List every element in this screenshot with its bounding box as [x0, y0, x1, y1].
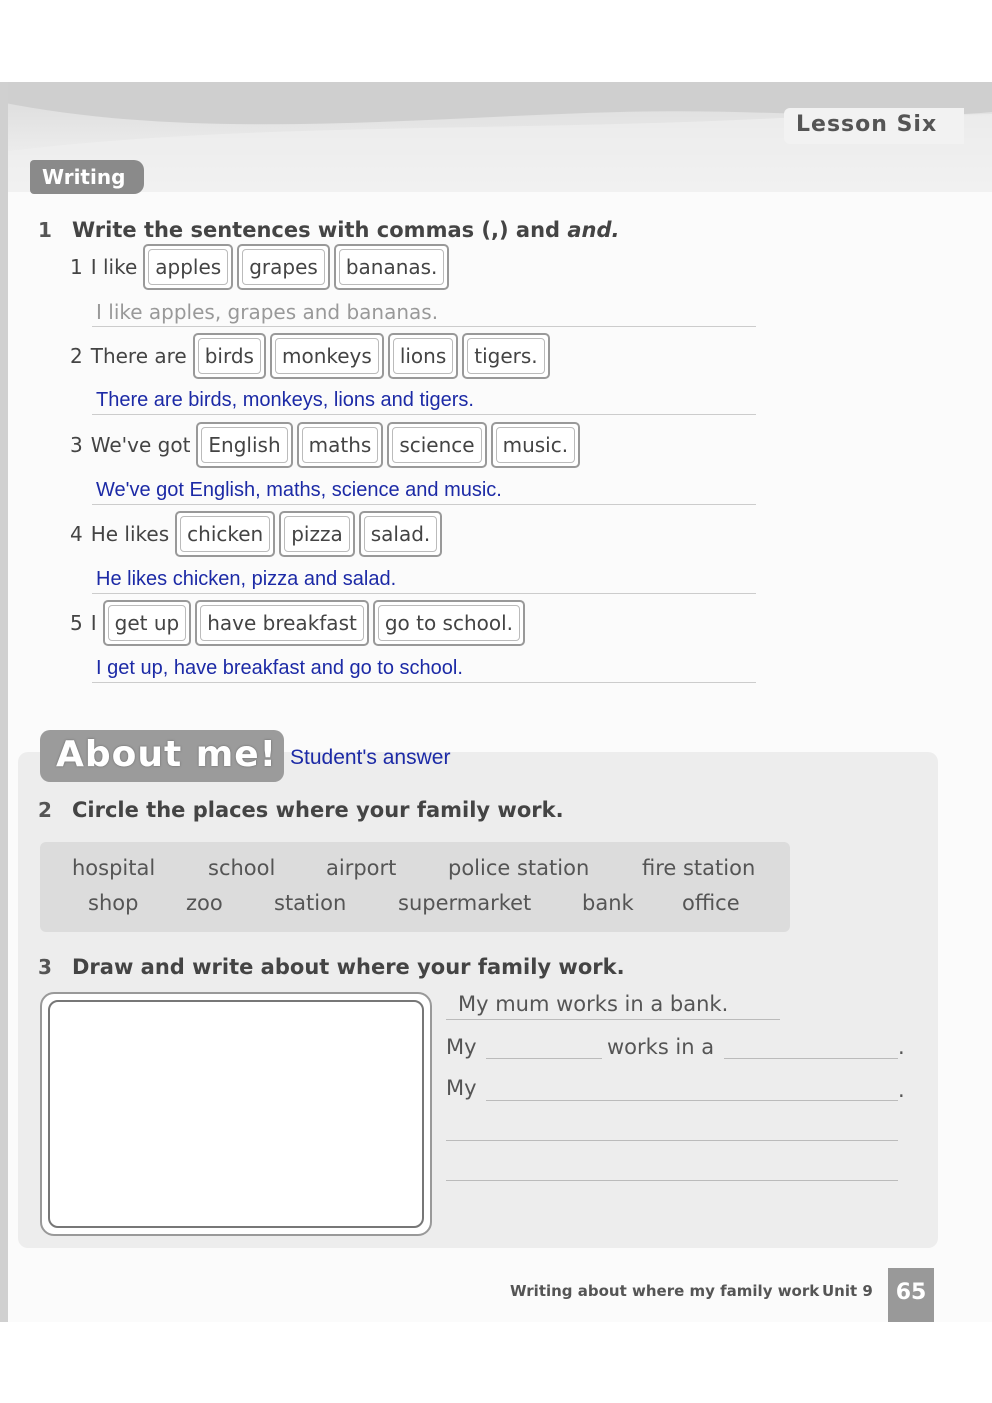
word-box-text: bananas.	[339, 249, 445, 285]
word-box	[270, 333, 384, 379]
answer-line[interactable]: I get up, have breakfast and go to school.	[92, 654, 756, 683]
word-box	[359, 511, 443, 557]
word-box	[195, 600, 369, 646]
item-lead: There are	[90, 344, 187, 368]
line1-start: My	[446, 1035, 477, 1059]
place-word[interactable]: police station	[448, 856, 590, 880]
place-word[interactable]: bank	[582, 891, 634, 915]
word-box-text: music.	[496, 427, 576, 463]
item-number: 3	[70, 433, 83, 457]
example-answer[interactable]: I like apples, grapes and bananas.	[92, 298, 756, 327]
word-box-text: pizza	[284, 516, 350, 552]
exercise1-item-5	[70, 600, 529, 646]
word-box-text: birds	[198, 338, 261, 374]
word-box-text: grapes	[242, 249, 325, 285]
word-box	[373, 600, 525, 646]
word-box-text: science	[392, 427, 481, 463]
place-word[interactable]: zoo	[186, 891, 223, 915]
line1-blank-who[interactable]	[486, 1058, 602, 1059]
item-lead: I	[90, 611, 97, 635]
place-word[interactable]: fire station	[642, 856, 756, 880]
word-box-text: salad.	[364, 516, 438, 552]
exercise2-number: 2	[38, 798, 52, 822]
exercise2-title: Circle the places where your family work.	[72, 798, 564, 822]
exercise3-number: 3	[38, 955, 52, 979]
word-box	[103, 600, 192, 646]
place-word[interactable]: hospital	[72, 856, 156, 880]
line1-period: .	[898, 1035, 905, 1059]
exercise1-item-2	[70, 333, 554, 379]
section-tag-writing: Writing	[30, 160, 144, 194]
word-box-text: English	[201, 427, 287, 463]
word-box-text: apples	[148, 249, 228, 285]
footer-topic: Writing about where my family work	[510, 1282, 820, 1300]
place-word[interactable]: supermarket	[398, 891, 532, 915]
word-box-text: maths	[302, 427, 379, 463]
item-number: 4	[70, 522, 83, 546]
word-box	[334, 244, 450, 290]
answer-line[interactable]: He likes chicken, pizza and salad.	[92, 565, 756, 594]
line2-start: My	[446, 1076, 477, 1100]
word-box	[387, 422, 486, 468]
example-line	[446, 1019, 780, 1020]
answer-line[interactable]: We've got English, maths, science and music.	[92, 476, 756, 505]
word-box-text: chicken	[180, 516, 270, 552]
exercise1-title	[72, 218, 620, 242]
line2-period: .	[898, 1078, 905, 1102]
place-word[interactable]: shop	[88, 891, 139, 915]
word-box	[237, 244, 330, 290]
item-lead: I like	[90, 255, 138, 279]
item-number: 5	[70, 611, 83, 635]
footer-unit: Unit 9	[822, 1282, 873, 1300]
word-box	[143, 244, 233, 290]
word-box	[175, 511, 275, 557]
item-lead: We've got	[90, 433, 191, 457]
exercise1-item-1	[70, 244, 453, 290]
exercise1-item-4	[70, 511, 446, 557]
lesson-title: Lesson Six	[784, 108, 964, 144]
word-box-text: get up	[108, 605, 187, 641]
drawing-box[interactable]	[48, 1000, 424, 1228]
word-box	[491, 422, 581, 468]
page-number: 65	[888, 1268, 934, 1322]
answer-line[interactable]: There are birds, monkeys, lions and tigers.	[92, 386, 756, 415]
item-lead: He likes	[90, 522, 170, 546]
exercise1-title-italic: and.	[567, 218, 620, 242]
example-sentence: My mum works in a bank.	[458, 992, 729, 1016]
exercise1-number: 1	[38, 218, 52, 242]
exercise1-title-text: Write the sentences with commas (,) and	[72, 218, 568, 242]
word-box-text: lions	[393, 338, 453, 374]
word-box-text: tigers.	[467, 338, 544, 374]
page-edge	[0, 82, 8, 1322]
word-box-text: monkeys	[275, 338, 379, 374]
word-box	[193, 333, 266, 379]
word-box	[388, 333, 458, 379]
line1-blank-place[interactable]	[724, 1058, 898, 1059]
line1-mid: works in a	[607, 1035, 715, 1059]
word-box	[196, 422, 292, 468]
student-answer-note: Student's answer	[290, 746, 451, 769]
place-word[interactable]: office	[682, 891, 740, 915]
exercise1-item-3	[70, 422, 584, 468]
word-box-text: have breakfast	[200, 605, 364, 641]
word-box	[297, 422, 384, 468]
exercise3-title: Draw and write about where your family work.	[72, 955, 625, 979]
word-box-text: go to school.	[378, 605, 520, 641]
line2-blank[interactable]	[486, 1100, 898, 1101]
word-box	[279, 511, 355, 557]
place-word[interactable]: airport	[326, 856, 397, 880]
place-word[interactable]: school	[208, 856, 276, 880]
word-box	[462, 333, 549, 379]
place-word[interactable]: station	[274, 891, 347, 915]
writing-line-3[interactable]	[446, 1140, 898, 1141]
writing-line-4[interactable]	[446, 1180, 898, 1181]
about-me-label: About me!	[40, 730, 284, 782]
item-number: 2	[70, 344, 83, 368]
item-number: 1	[70, 255, 83, 279]
